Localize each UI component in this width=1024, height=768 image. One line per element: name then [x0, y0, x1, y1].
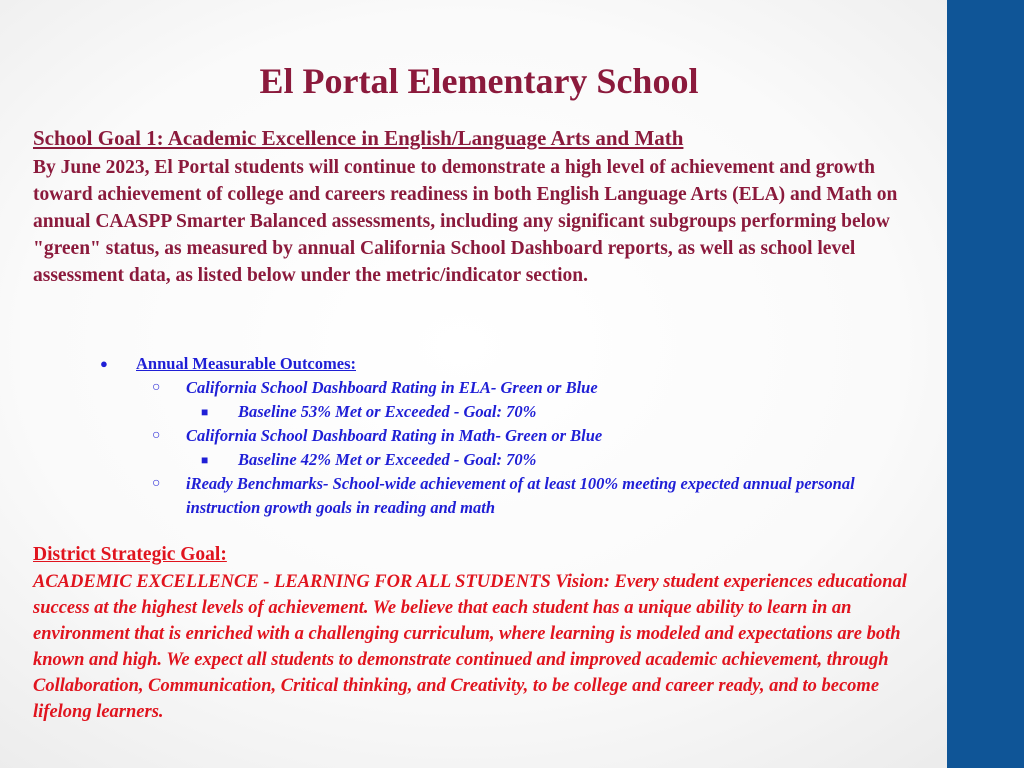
slide-content	[33, 0, 928, 768]
outcome-math: California School Dashboard Rating in Math- Green or Blue	[186, 426, 603, 445]
bullet-square-icon: ■	[201, 405, 209, 419]
bullet-square-icon: ■	[201, 453, 209, 467]
outcome-math-baseline: Baseline 42% Met or Exceeded - Goal: 70%	[238, 450, 537, 469]
school-goal-body: By June 2023, El Portal students will continue to demonstrate a high level of achievement and growth toward achievement of college and careers readiness in both English Language Arts (ELA) and Math on annual CAASPP Smarter Balanced assessments, including any significant subgroups performing below "green" status, as measured by annual California School Dashboard reports, as well as school level assessment data, as listed below under the metric/indicator section.	[33, 157, 898, 286]
bullet-circle-icon: ○	[152, 476, 161, 491]
outcomes-heading: Annual Measurable Outcomes:	[136, 354, 356, 373]
outcome-ela: California School Dashboard Rating in ELA- Green or Blue	[186, 378, 598, 397]
list-item	[33, 400, 928, 424]
outcome-ela-baseline: Baseline 53% Met or Exceeded - Goal: 70%	[238, 402, 537, 421]
side-band	[947, 0, 1024, 768]
school-goal-heading: School Goal 1: Academic Excellence in English/Language Arts and Math	[33, 126, 684, 150]
list-item	[33, 472, 928, 520]
page-title: El Portal Elementary School	[259, 61, 699, 101]
bullet-circle-icon: ○	[152, 380, 161, 395]
list-item	[33, 352, 928, 376]
list-item	[33, 424, 928, 448]
annual-outcomes-list	[33, 352, 928, 520]
district-goal-body: ACADEMIC EXCELLENCE - LEARNING FOR ALL STUDENTS Vision: Every student experiences educational success at the highest levels of achievement. We believe that each student has a unique ability to learn in an environment that is enriched with a challenging curriculum, where learning is modeled and expectations are both known and high. We expect all students to demonstrate continued and improved academic achievement, through Collaboration, Communication, Critical thinking, and Creativity, to be college and career ready, and to become lifelong learners.	[33, 572, 907, 722]
list-item	[33, 448, 928, 472]
list-item	[33, 376, 928, 400]
district-goal-heading: District Strategic Goal:	[33, 544, 227, 565]
bullet-dot-icon: ●	[100, 356, 108, 371]
outcome-iready: iReady Benchmarks- School-wide achievement of at least 100% meeting expected annual personal instruction growth goals in reading and math	[186, 474, 855, 517]
bullet-circle-icon: ○	[152, 428, 161, 443]
